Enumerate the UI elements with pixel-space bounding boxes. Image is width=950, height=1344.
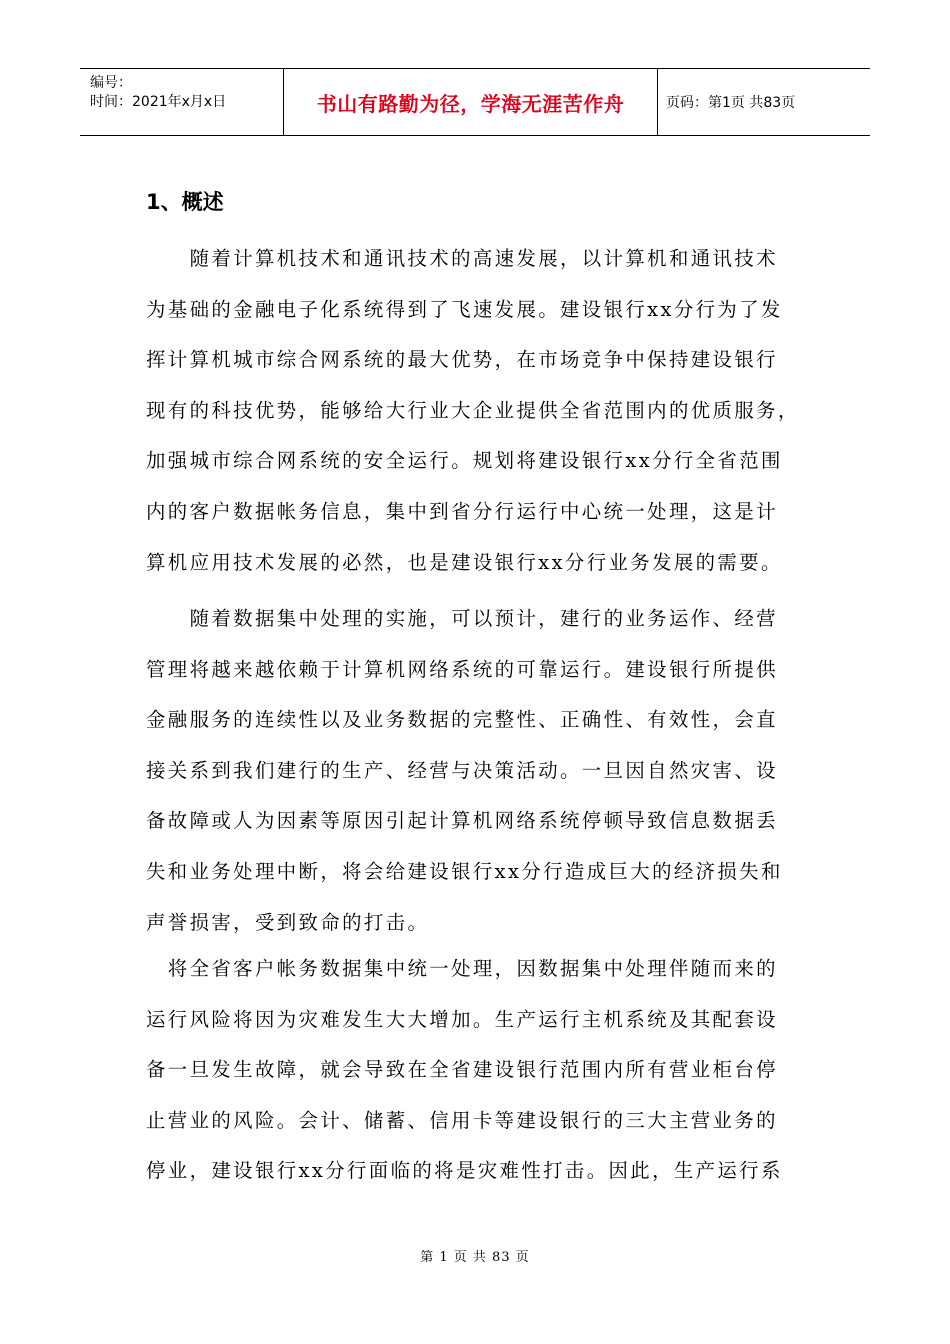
paragraph-3: [146, 944, 808, 1197]
paragraph-line: 随着数据集中处理的实施，可以预计，建行的业务运作、经营: [146, 607, 778, 630]
paragraph-line: 备故障或人为因素等原因引起计算机网络系统停顿导致信息数据丢: [146, 809, 778, 833]
paragraph-line: 内的客户数据帐务信息，集中到省分行运行中心统一处理，这是计: [146, 499, 778, 523]
header-meta-cell: [80, 69, 284, 135]
paragraph-line: 停业，建设银行xx分行面临的将是灾难性打击。因此，生产运行系: [146, 1159, 783, 1183]
paragraph-line: 为基础的金融电子化系统得到了飞速发展。建设银行xx分行为了发: [146, 297, 783, 321]
document-time-label: 时间：2021年x月x日: [90, 94, 227, 110]
paragraph-line: 算机应用技术发展的必然，也是建设银行xx分行业务发展的需要。: [146, 550, 783, 574]
paragraph-line: 将全省客户帐务数据集中统一处理，因数据集中处理伴随而来的: [146, 957, 778, 980]
header-page-info: 页码：第1页 共83页: [666, 95, 796, 111]
document-number-label: 编号：: [90, 75, 132, 91]
page-footer: 第 1 页 共 83 页: [420, 1250, 530, 1265]
header-page-cell: [658, 69, 870, 135]
paragraph-line: 挥计算机城市综合网系统的最大优势，在市场竞争中保持建设银行: [146, 348, 778, 372]
section-title: 1、概述: [146, 190, 224, 214]
paragraph-line: 备一旦发生故障，就会导致在全省建设银行范围内所有营业柜台停: [146, 1058, 778, 1082]
paragraph-line: 声誉损害，受到致命的打击。: [146, 910, 430, 934]
paragraph-line: 金融服务的连续性以及业务数据的完整性、正确性、有效性，会直: [146, 708, 778, 732]
paragraph-line: 现有的科技优势，能够给大行业大企业提供全省范围内的优质服务，: [146, 398, 800, 422]
paragraph-1: [146, 234, 808, 588]
paragraph-line: 管理将越来越依赖于计算机网络系统的可靠运行。建设银行所提供: [146, 657, 778, 681]
document-header: [80, 68, 870, 136]
paragraph-line: 运行风险将因为灾难发生大大增加。生产运行主机系统及其配套设: [146, 1007, 778, 1031]
header-motto-cell: [284, 69, 658, 135]
paragraph-line: 失和业务处理中断，将会给建设银行xx分行造成巨大的经济损失和: [146, 859, 783, 883]
paragraph-2: [146, 594, 808, 948]
paragraph-line: 接关系到我们建行的生产、经营与决策活动。一旦因自然灾害、设: [146, 758, 778, 782]
header-motto: 书山有路勤为径，学海无涯苦作舟: [316, 91, 625, 116]
paragraph-line: 止营业的风险。会计、储蓄、信用卡等建设银行的三大主营业务的: [146, 1108, 778, 1132]
paragraph-line: 加强城市综合网系统的安全运行。规划将建设银行xx分行全省范围: [146, 449, 783, 473]
paragraph-line: 随着计算机技术和通讯技术的高速发展，以计算机和通讯技术: [146, 247, 778, 270]
